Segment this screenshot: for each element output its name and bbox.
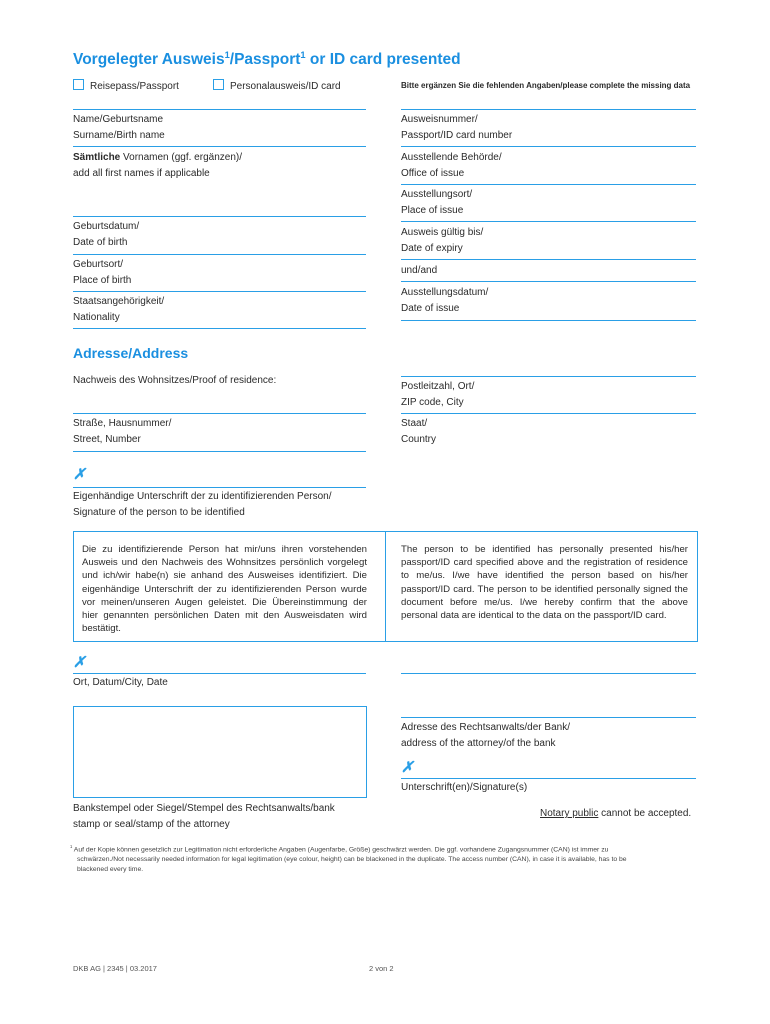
attorney-address-line[interactable]: [401, 717, 696, 718]
street-number-field[interactable]: Straße, Hausnummer/ Street, Number: [73, 418, 172, 445]
footer-doc-id: DKB AG | 2345 | 03.2017: [73, 964, 157, 973]
id-card-checkbox[interactable]: [213, 79, 224, 90]
passport-number-field[interactable]: Ausweisnummer/ Passport/ID card number: [401, 114, 513, 141]
place-date-label: Ort, Datum/City, Date: [73, 677, 168, 688]
place-of-issue-field[interactable]: Ausstellungsort/ Place of issue: [401, 189, 473, 216]
place-of-birth-field[interactable]: Geburtsort/ Place of birth: [73, 259, 132, 286]
place-date-mark-icon: ✗: [73, 654, 86, 671]
zip-city-field[interactable]: Postleitzahl, Ort/ ZIP code, City: [401, 381, 475, 408]
office-of-issue-field[interactable]: Ausstellende Behörde/ Office of issue: [401, 152, 502, 179]
signature-line[interactable]: [73, 487, 366, 488]
attorney-address-label: Adresse des Rechtsanwalts/der Bank/ address of the attorney/of the bank: [401, 722, 570, 749]
page-title: Vorgelegter Ausweis$^1$/Passport$^1$ or ID card presented: [73, 50, 461, 69]
confirmation-text-de: Die zu identifizierende Person hat mir/uns ihren vorstehenden Ausweis und den Nachweis des Wohnsitzes persönlich vorgelegt und ich/wir habe(n) sie anhand des Ausweises identifiziert. Die eigenhändige Unterschrift der zu identifizierenden Person wurde vor meinen/unseren Augen geleistet. Die Übereinstimmung der hier genannten persönlichen Daten mit den Ausweisdaten wird bestätigt.: [82, 544, 367, 635]
signature-label: Eigenhändige Unterschrift der zu identifizierenden Person/ Signature of the person to be identified: [73, 491, 332, 518]
attorney-signature-line[interactable]: [401, 778, 696, 779]
passport-checkbox[interactable]: [73, 79, 84, 90]
address-heading: Adresse/Address: [73, 345, 189, 361]
country-field[interactable]: Staat/ Country: [401, 418, 437, 445]
date-of-issue-field[interactable]: Ausstellungsdatum/ Date of issue: [401, 287, 489, 314]
attorney-signature-label: Unterschrift(en)/Signature(s): [401, 782, 528, 793]
page-number: 2 von 2: [369, 964, 394, 973]
nationality-field[interactable]: Staatsangehörigkeit/ Nationality: [73, 296, 165, 323]
passport-option[interactable]: Reisepass/Passport: [73, 79, 179, 95]
stamp-box[interactable]: [73, 706, 367, 798]
stamp-label: Bankstempel oder Siegel/Stempel des Rechtsanwalts/bank stamp or seal/stamp of the attorney: [73, 803, 335, 830]
complete-hint: Bitte ergänzen Sie die fehlenden Angaben/please complete the missing data: [401, 81, 691, 90]
notary-note: Notary public cannot be accepted.: [540, 808, 692, 819]
date-of-birth-field[interactable]: Geburtsdatum/ Date of birth: [73, 221, 140, 248]
place-date-line[interactable]: [73, 673, 366, 674]
signature-mark-icon: ✗: [73, 466, 86, 483]
first-names-field[interactable]: Sämtliche Vornamen (ggf. ergänzen)/ add all first names if applicable: [73, 152, 242, 179]
attorney-signature-mark-icon: ✗: [401, 759, 414, 776]
id-card-option[interactable]: Personalausweis/ID card: [213, 79, 341, 95]
proof-of-residence-label: Nachweis des Wohnsitzes/Proof of residence:: [73, 375, 277, 386]
surname-field[interactable]: Name/Geburtsname Surname/Birth name: [73, 114, 165, 141]
footnote: $^1$ Auf der Kopie können gesetzlich zur Legitimation nicht erforderliche Angaben (Augenfarbe, Größe) geschwärzt werden. Die ggf. vorhandene Zugangsnummer (CAN) ist immer zu schwärzen./Not necessarily needed information for legal legitimation (eye colour, height) can be blackened in the duplicate. The access number (CAN), in case it is available, has to be blackened every time.: [70, 844, 627, 874]
and-label: und/and: [401, 265, 438, 276]
date-of-expiry-field[interactable]: Ausweis gültig bis/ Date of expiry: [401, 227, 484, 254]
notary-public-link[interactable]: Notary public: [540, 808, 599, 819]
confirmation-text-en: The person to be identified has personally presented his/her passport/ID card specified above and the registration of residence to me/us. I/we have identified the person based on his/her passport/ID card. The person to be identified personally signed the document before me/us. I/we hereby confirm that the above personal data are identical to the data on the passport/ID card.: [401, 544, 688, 622]
